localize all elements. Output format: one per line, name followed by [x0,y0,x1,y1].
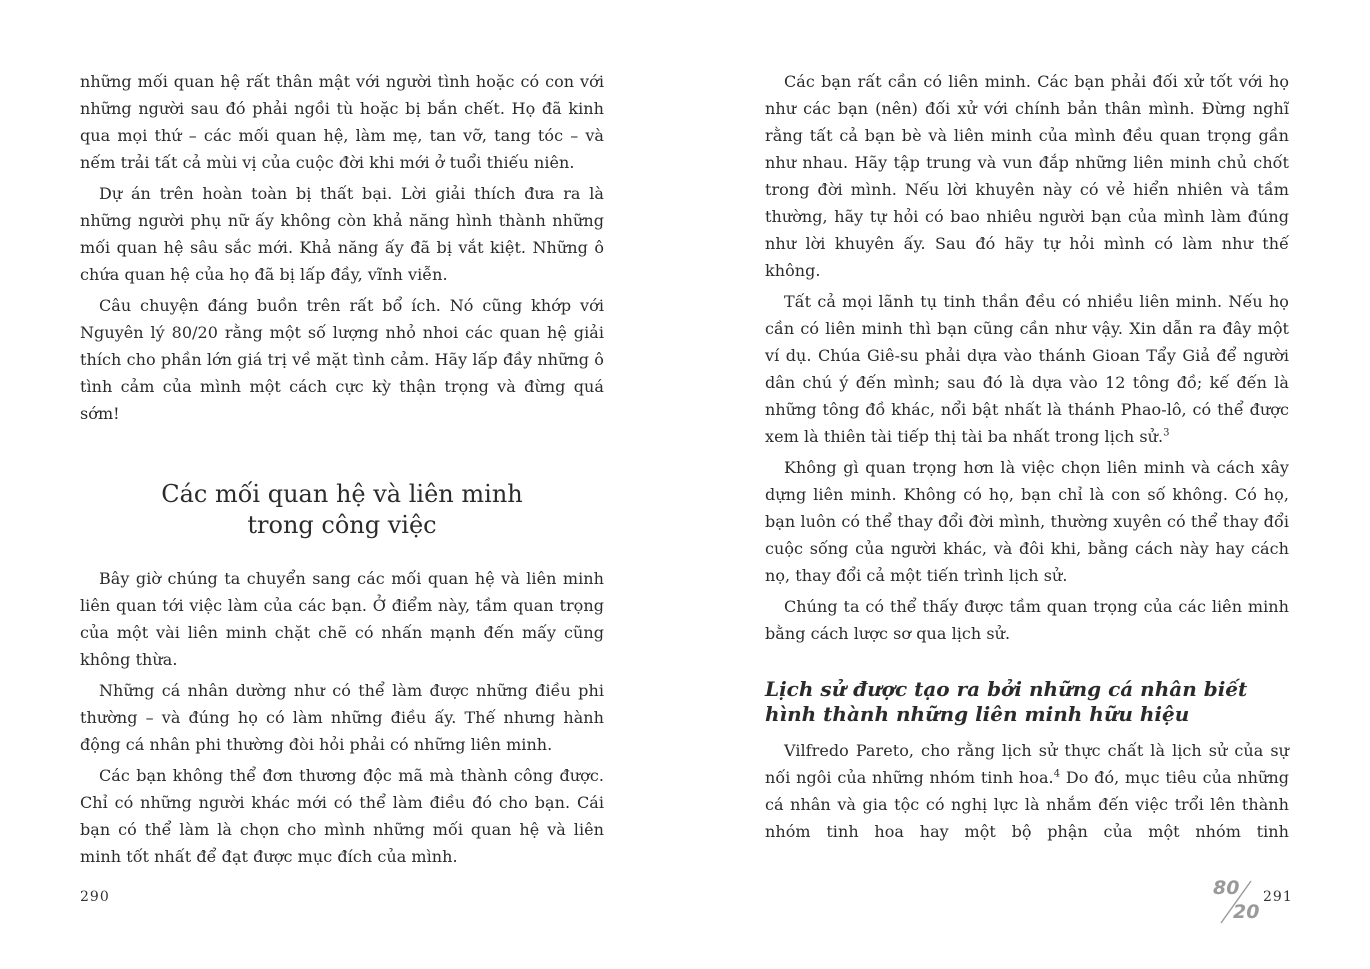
section-heading-line: trong công việc [247,511,437,539]
page-number: 290 [80,889,110,905]
section-heading [80,479,604,541]
footnote-marker: 4 [1053,768,1061,780]
section-heading-line: Các mối quan hệ và liên minh [161,480,523,508]
left-text-column [80,68,604,874]
paragraph: Bây giờ chúng ta chuyển sang các mối quan hệ và liên minh liên quan tới việc làm của các bạn. Ở điểm này, tầm quan trọng của một vài liên minh chặt chẽ có nhấn mạnh đến mấy cũng không thừa. [80,569,604,669]
paragraph: Dự án trên hoàn toàn bị thất bại. Lời giải thích đưa ra là những người phụ nữ ấy không còn khả năng hình thành những mối quan hệ sâu sắc mới. Khả năng ấy đã bị vắt kiệt. Những ô chứa quan hệ của họ đã bị lấp đầy, vĩnh viễn. [80,184,604,284]
logo-bottom-number: 20 [1233,901,1260,923]
paragraph: những mối quan hệ rất thân mật với người tình hoặc có con với những người sau đó phải ngồi tù hoặc bị bắn chết. Họ đã kinh qua mọi thứ – các mối quan hệ, làm mẹ, tan vỡ, tang tóc – và nếm trải tất cả mùi vị của cuộc đời khi mới ở tuổi thiếu niên. [80,72,604,172]
paragraph-text: Do đó, mục tiêu của những cá nhân và gia tộc có nghị lực là nhắm đến việc trổi lên thành nhóm tinh hoa hay một bộ phận của một nhóm tinh [765,768,1290,841]
paragraph-text: Vilfredo Pareto, cho rằng lịch sử thực chất là lịch sử của sự nối ngôi của những nhóm tinh hoa. [765,741,1289,787]
subsection-heading [765,677,1289,727]
paragraph: Chúng ta có thể thấy được tầm quan trọng của các liên minh bằng cách lược sơ qua lịch sử. [765,597,1289,643]
paragraph [765,288,1289,450]
paragraph: Không gì quan trọng hơn là việc chọn liên minh và cách xây dựng liên minh. Không có họ, bạn chỉ là con số không. Có họ, bạn luôn có thể thay đổi đời mình, thường xuyên có thể thay đổi cuộc sống của người khác, và đôi khi, bằng cách này hay cách nọ, thay đổi cả một tiến trình lịch sử. [765,458,1289,585]
subsection-heading-line: hình thành những liên minh hữu hiệu [765,702,1190,726]
subsection-heading-line: Lịch sử được tạo ra bởi những cá nhân biết [765,677,1248,701]
paragraph [765,737,1289,845]
paragraph: Các bạn không thể đơn thương độc mã mà thành công được. Chỉ có những người khác mới có thể làm điều đó cho bạn. Cái bạn có thể làm là chọn cho mình những mối quan hệ và liên minh tốt nhất để đạt được mục đích của mình. [80,766,604,866]
logo-top-number: 80 [1213,877,1240,899]
paragraph-text: Tất cả mọi lãnh tụ tinh thần đều có nhiều liên minh. Nếu họ cần có liên minh thì bạn cũng cần như vậy. Xin dẫn ra đây một ví dụ. Chúa Giê-su phải dựa vào thánh Gioan Tẩy Giả để người dân chú ý đến mình; sau đó là dựa vào 12 tông đồ; kế đến là những tông đồ khác, nổi bật nhất là thánh Phao-lô, có thể được xem là thiên tài tiếp thị tài ba nhất trong lịch sử. [765,292,1289,446]
right-text-column [765,68,1289,849]
paragraph: Các bạn rất cần có liên minh. Các bạn phải đối xử tốt với họ như các bạn (nên) đối xử với chính bản thân mình. Đừng nghĩ rằng tất cả bạn bè và liên minh của mình đều quan trọng gần như nhau. Hãy tập trung và vun đắp những liên minh chủ chốt trong đời mình. Nếu lời khuyên này có vẻ hiển nhiên và tầm thường, hãy tự hỏi có bao nhiêu người bạn của mình làm đúng như lời khuyên ấy. Sau đó hãy tự hỏi mình có làm như thế không. [765,72,1289,280]
footnote-marker: 3 [1163,427,1170,439]
paragraph: Câu chuyện đáng buồn trên rất bổ ích. Nó cũng khớp với Nguyên lý 80/20 rằng một số lượng nhỏ nhoi các quan hệ giải thích cho phần lớn giá trị về mặt tình cảm. Hãy lấp đầy những ô tình cảm của mình một cách cực kỳ thận trọng và đừng quá sớm! [80,296,604,423]
right-page [685,0,1370,969]
paragraph: Những cá nhân dường như có thể làm được những điều phi thường – và đúng họ có làm những điều ấy. Thế nhưng hành động cá nhân phi thường đòi hỏi phải có những liên minh. [80,681,604,754]
page-number: 291 [1263,889,1293,905]
book-logo [1213,877,1261,925]
